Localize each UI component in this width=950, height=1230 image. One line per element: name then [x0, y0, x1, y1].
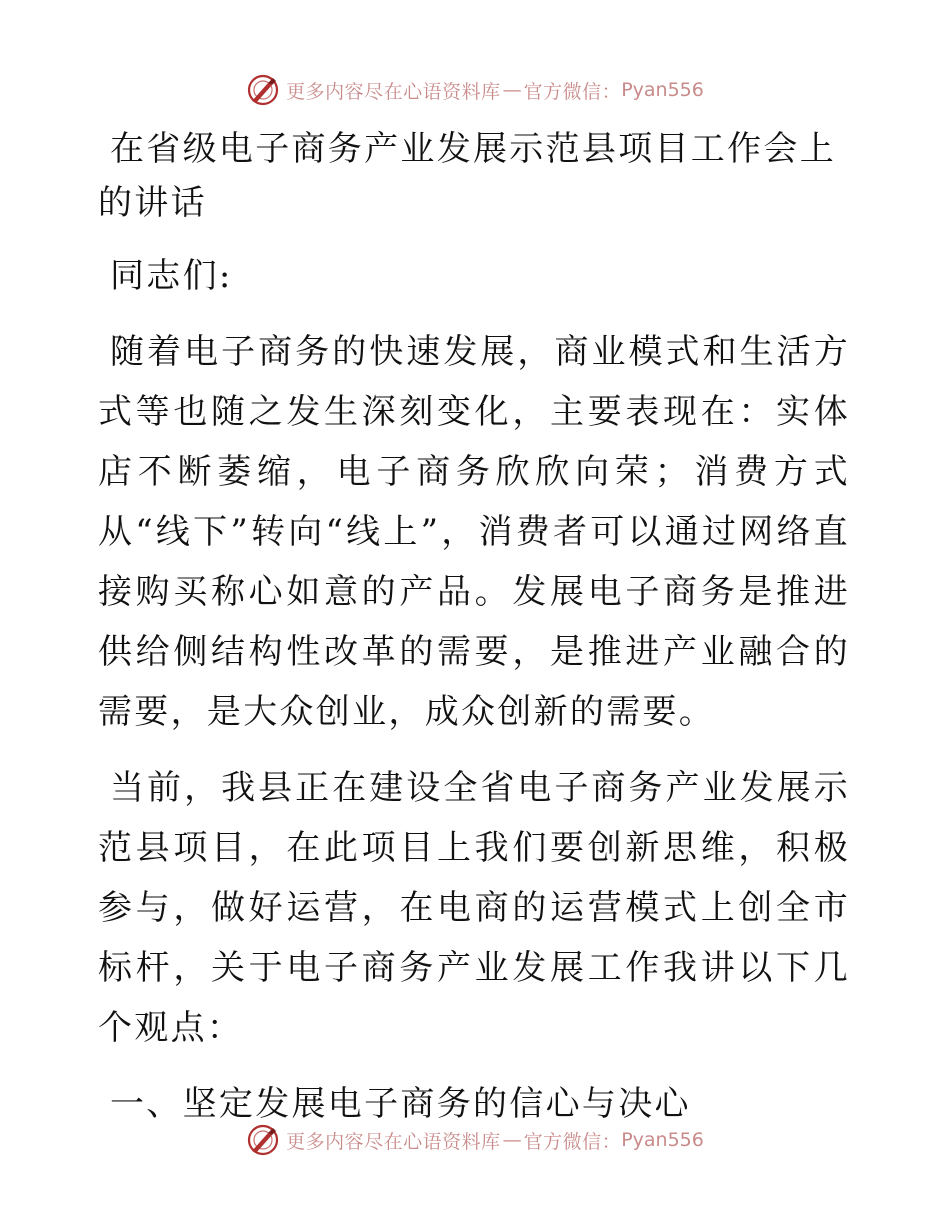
watermark-account-id: Pyan556 — [621, 1129, 704, 1151]
paragraph-2: 当前，我县正在建设全省电子商务产业发展示范县项目，在此项目上我们要创新思维，积极参与，做好运营，在电商的运营模式上创全市标杆，关于电子商务产业发展工作我讲以下几个观点： — [98, 768, 850, 1048]
section-heading: 一、坚定发展电子商务的信心与决心 — [110, 1084, 691, 1124]
pen-logo-icon — [246, 1123, 280, 1157]
watermark-footer — [0, 1120, 950, 1160]
document-body — [98, 122, 850, 1134]
watermark-header — [0, 70, 950, 110]
watermark-text: 更多内容尽在心语资料库 — [286, 1130, 501, 1153]
watermark-separator: — — [502, 79, 522, 101]
watermark-account-id: Pyan556 — [621, 79, 704, 101]
paragraph-1: 随着电子商务的快速发展，商业模式和生活方式等也随之发生深刻变化，主要表现在：实体店不断萎缩，电子商务欣欣向荣；消费方式从“线下”转向“线上”，消费者可以通过网络直接购买称心如意的产品。发展电子商务是推进供给侧结构性改革的需要，是推进产业融合的需要，是大众创业，成众创新的需要。 — [98, 332, 850, 732]
watermark-account-label: 官方微信： — [523, 80, 622, 103]
watermark-text: 更多内容尽在心语资料库 — [286, 80, 501, 103]
watermark-account-label: 官方微信： — [523, 1130, 622, 1153]
pen-logo-icon — [246, 73, 280, 107]
salutation: 同志们: — [110, 256, 233, 296]
watermark-separator: — — [502, 1129, 522, 1151]
document-title: 在省级电子商务产业发展示范县项目工作会上的讲话 — [98, 129, 836, 223]
